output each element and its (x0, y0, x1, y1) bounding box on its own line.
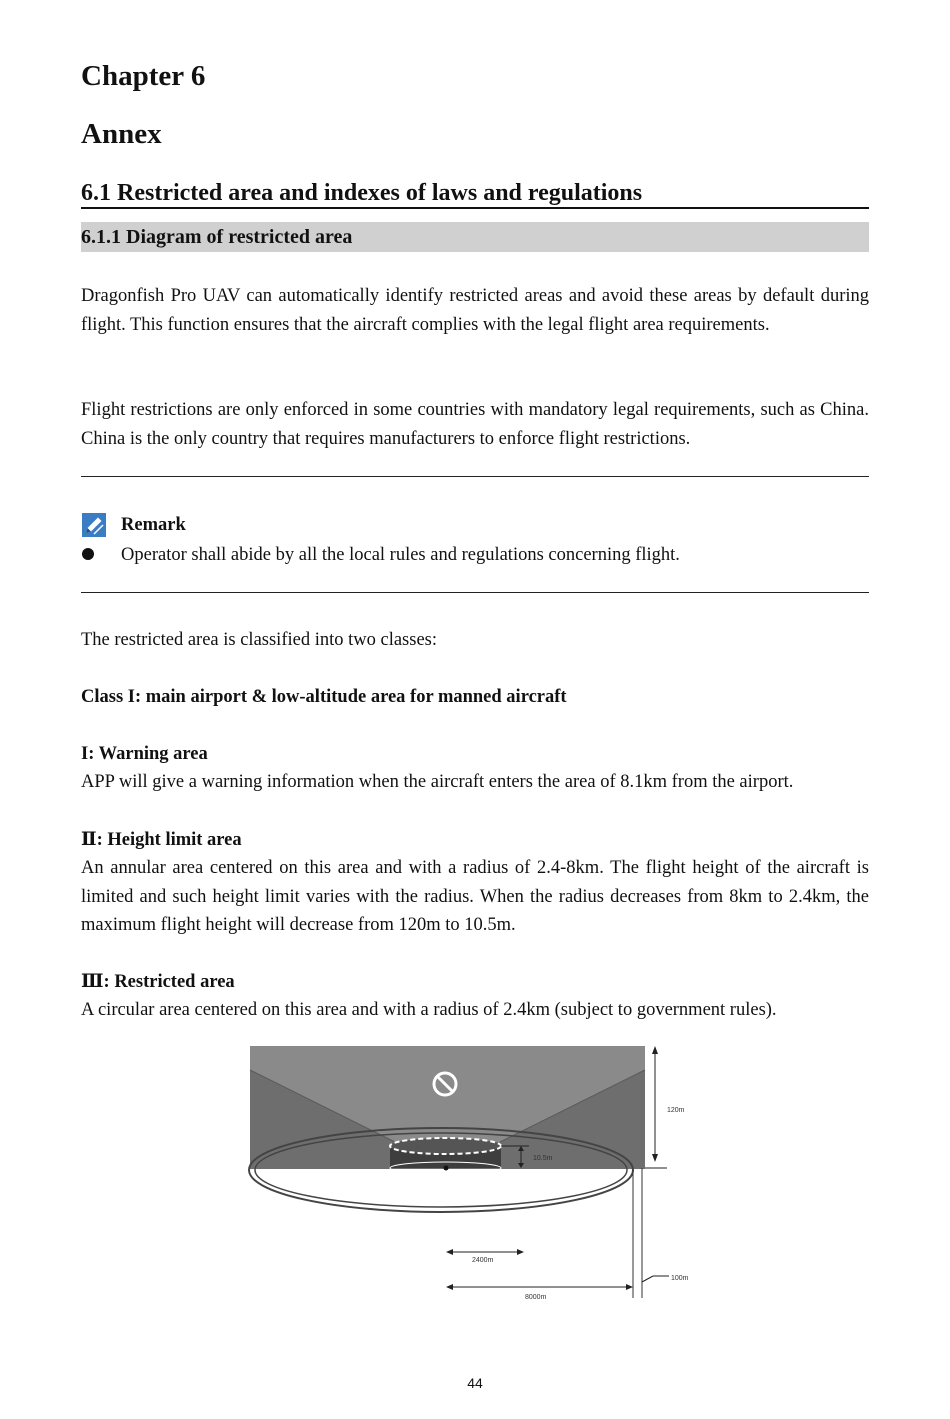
subsection-title: 6.1.1 Diagram of restricted area (81, 222, 869, 252)
bullet-dot (82, 548, 94, 560)
page-number: 44 (467, 1375, 483, 1391)
remark-title: Remark (121, 515, 186, 535)
warning-area-heading: I: Warning area (81, 744, 208, 764)
label-120m: 120m (667, 1107, 685, 1114)
warning-area-text: APP will give a warning information when the aircraft enters the area of 8.1km from the airport. (81, 772, 794, 792)
section-title: 6.1 Restricted area and indexes of laws and regulations (81, 178, 869, 209)
paragraph-restrictions: Flight restrictions are only enforced in some countries with mandatory legal requirements, such as China. China is the only country that requires manufacturers to enforce flight restrictions. (81, 400, 869, 449)
label-100m: 100m (671, 1275, 689, 1282)
remark-bullet: Operator shall abide by all the local rules and regulations concerning flight. (121, 545, 680, 565)
restricted-area-diagram (245, 1040, 715, 1310)
divider-top (81, 476, 869, 477)
divider-bottom (81, 592, 869, 593)
class1-heading: Class I: main airport & low-altitude area for manned aircraft (81, 687, 567, 707)
label-8000m: 8000m (525, 1294, 547, 1301)
paragraph-intro: Dragonfish Pro UAV can automatically identify restricted areas and avoid these areas by default during flight. This function ensures that the aircraft complies with the legal flight area requirements. (81, 286, 869, 335)
label-2400m: 2400m (472, 1257, 494, 1264)
classes-intro: The restricted area is classified into two classes: (81, 630, 437, 650)
annex-title: Annex (81, 118, 162, 150)
chapter-title: Chapter 6 (81, 60, 206, 92)
restricted-area-text: A circular area centered on this area and with a radius of 2.4km (subject to government rules). (81, 1000, 777, 1020)
height-limit-heading: Ⅱ: Height limit area (81, 830, 242, 850)
height-limit-text: An annular area centered on this area and with a radius of 2.4-8km. The flight height of the aircraft is limited and such height limit varies with the radius. When the radius decreases from 8km to 2.4km, the maximum flight height will decrease from 120m to 10.5m. (81, 858, 869, 936)
pencil-note-icon (81, 512, 107, 538)
restricted-area-heading: Ⅲ: Restricted area (81, 972, 235, 992)
label-10-5m: 10.5m (533, 1155, 553, 1162)
